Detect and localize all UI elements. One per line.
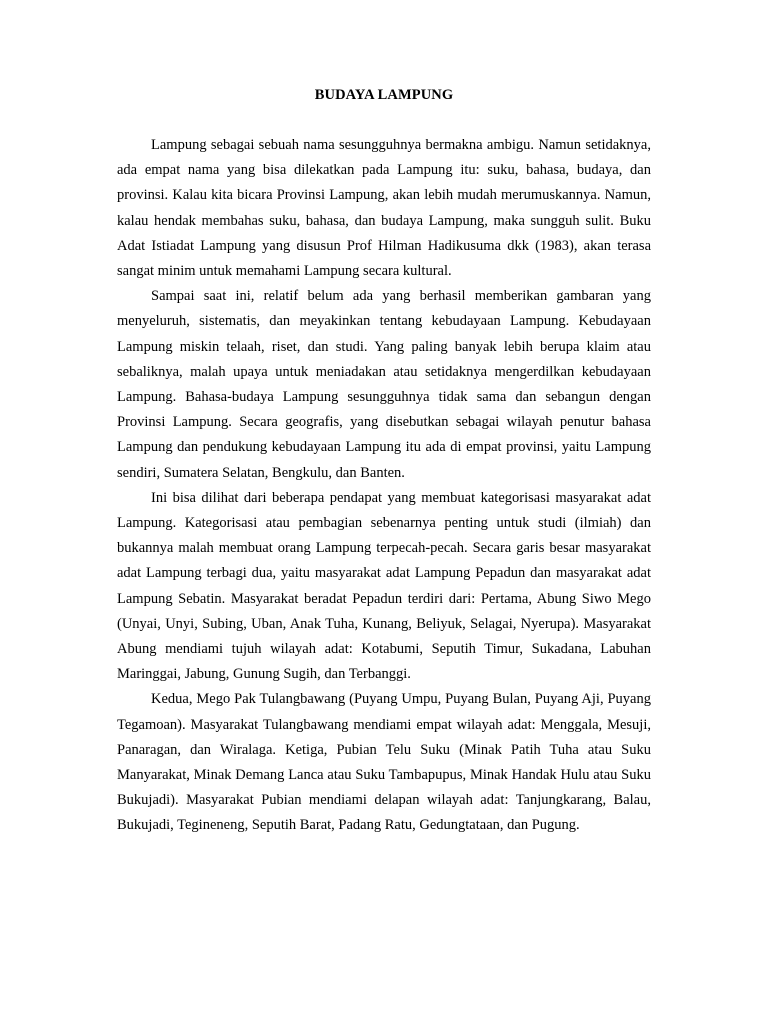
paragraph: Lampung sebagai sebuah nama sesungguhnya bermakna ambigu. Namun setidaknya, ada empat nama yang bisa dilekatkan pada Lampung itu: suku, bahasa, budaya, dan provinsi. Kalau kita bicara Provinsi Lampung, akan lebih mudah merumuskannya. Namun, kalau hendak membahas suku, bahasa, dan budaya Lampung, maka sungguh sulit. Buku Adat Istiadat Lampung yang disusun Prof Hilman Hadikusuma dkk (1983), akan terasa sangat minim untuk memahami Lampung secara kultural. <box>117 137 651 280</box>
paragraph: Ini bisa dilihat dari beberapa pendapat yang membuat kategorisasi masyarakat adat Lampung. Kategorisasi atau pembagian sebenarnya penting untuk studi (ilmiah) dan bukannya malah membuat orang Lampung terpecah-pecah. Secara garis besar masyarakat adat Lampung terbagi dua, yaitu masyarakat adat Lampung Pepadun dan masyarakat adat Lampung Sebatin. Masyarakat beradat Pepadun terdiri dari: Pertama, Abung Siwo Mego (Unyai, Unyi, Subing, Uban, Anak Tuha, Kunang, Beliyuk, Selagai, Nyerupa). Masyarakat Abung mendiami tujuh wilayah adat: Kotabumi, Seputih Timur, Sukadana, Labuhan Maringgai, Jabung, Gunung Sugih, dan Terbanggi. <box>117 489 651 683</box>
paragraph: Sampai saat ini, relatif belum ada yang berhasil memberikan gambaran yang menyeluruh, sistematis, dan meyakinkan tentang kebudayaan Lampung. Kebudayaan Lampung miskin telaah, riset, dan studi. Yang paling banyak lebih berupa klaim atau sebaliknya, malah upaya untuk meniadakan atau setidaknya mengerdilkan kebudayaan Lampung. Bahasa-budaya Lampung sesungguhnya tidak sama dan sebangun dengan Provinsi Lampung. Secara geografis, yang disebutkan sebagai wilayah penutur bahasa Lampung dan pendukung kebudayaan Lampung itu ada di empat provinsi, yaitu Lampung sendiri, Sumatera Selatan, Bengkulu, dan Banten. <box>117 288 651 481</box>
paragraph: Kedua, Mego Pak Tulangbawang (Puyang Umpu, Puyang Bulan, Puyang Aji, Puyang Tegamoan). Masyarakat Tulangbawang mendiami empat wilayah adat: Menggala, Mesuji, Panaragan, dan Wiralaga. Ketiga, Pubian Telu Suku (Minak Patih Tuha atau Suku Manyarakat, Minak Demang Lanca atau Suku Tambapupus, Minak Handak Hulu atau Suku Bukujadi). Masyarakat Pubian mendiami delapan wilayah adat: Tanjungkarang, Balau, Bukujadi, Tegineneng, Seputih Barat, Padang Ratu, Gedungtataan, dan Pugung. <box>117 691 651 834</box>
document-body <box>117 133 651 839</box>
document-title: BUDAYA LAMPUNG <box>314 87 454 103</box>
